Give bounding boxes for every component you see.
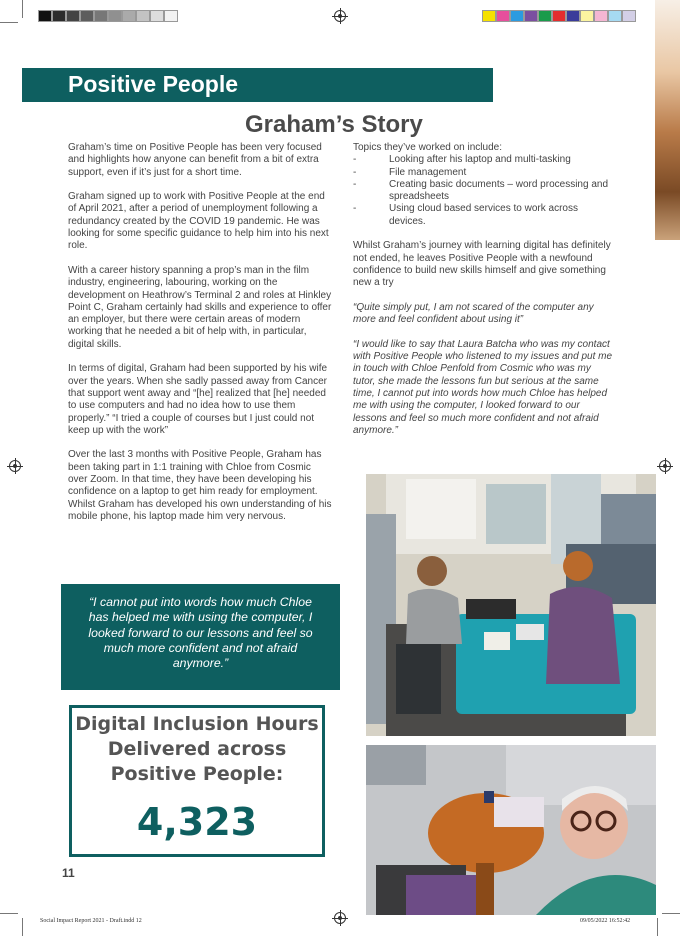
- process-swatch: [566, 10, 580, 22]
- paragraph: In terms of digital, Graham had been supported by his wife over the years. When she sadly passed away from Cancer that support went away and “[he] realized that [he] needed to use computers and had no idea how to use them properly.” “I tried a couple of courses but I just could not keep up with the work”: [68, 363, 328, 436]
- grayscale-swatch: [66, 10, 80, 22]
- paragraph: Over the last 3 months with Positive People, Graham has been taking part in 1:1 training with Chloe from Cosmic over Zoom. In that time, they have been developing his confidence on a laptop to get him ready for employment. Whilst Graham has developed his own understanding of his mobile phone, his laptop made him very nervous.: [68, 449, 332, 522]
- right-text-column: [353, 142, 615, 449]
- paragraph: Whilst Graham’s journey with learning digital has definitely not ended, he leaves Positive People with a newfound confidence to build new skills himself and give something new a try: [353, 240, 611, 289]
- crop-mark: [22, 918, 23, 936]
- registration-mark-left: [9, 460, 21, 472]
- grayscale-swatch: [94, 10, 108, 22]
- grayscale-swatch: [52, 10, 66, 22]
- bleed-image-strip: [655, 0, 680, 240]
- grayscale-swatch: [136, 10, 150, 22]
- list-item: - Looking after his laptop and multi-tasking: [353, 154, 615, 166]
- photo-learner-portrait: [366, 745, 656, 915]
- process-color-bar: [482, 10, 636, 22]
- process-swatch: [608, 10, 622, 22]
- stat-label: Digital Inclusion Hours Delivered across Positive People:: [75, 713, 319, 785]
- process-swatch: [552, 10, 566, 22]
- process-swatch: [482, 10, 496, 22]
- story-title: Graham’s Story: [245, 111, 423, 138]
- grayscale-swatch: [38, 10, 52, 22]
- photo-training-session: [366, 474, 656, 736]
- grayscale-color-bar: [38, 10, 178, 22]
- process-swatch: [622, 10, 636, 22]
- quote-paragraph: “Quite simply put, I am not scared of the computer any more and feel confident about using it”: [353, 301, 594, 326]
- registration-mark-top: [334, 10, 346, 22]
- list-item: - Creating basic documents – word processing and spreadsheets: [353, 179, 615, 204]
- process-swatch: [594, 10, 608, 22]
- photo-learner-portrait-illustration: [366, 745, 656, 915]
- crop-mark: [22, 0, 23, 18]
- page-number: 11: [62, 866, 75, 880]
- list-item: - File management: [353, 167, 615, 179]
- stat-value: 4,323: [136, 800, 258, 844]
- pull-quote-text: “I cannot put into words how much Chloe has helped me with using the computer, I looked forward to our lessons and feel so much more confident and not afraid anymore.”: [88, 595, 313, 671]
- crop-mark: [657, 918, 658, 936]
- process-swatch: [524, 10, 538, 22]
- print-footer-timestamp: 09/05/2022 16:52:42: [580, 918, 631, 924]
- process-swatch: [538, 10, 552, 22]
- crop-mark: [0, 913, 18, 914]
- registration-mark-right: [659, 460, 671, 472]
- grayscale-swatch: [80, 10, 94, 22]
- print-footer-file: Social Impact Report 2021 - Draft.indd 12: [40, 918, 142, 924]
- section-title: Positive People: [68, 71, 239, 97]
- topics-intro: Topics they’ve worked on include:: [353, 142, 502, 153]
- photo-training-session-illustration: [366, 474, 656, 736]
- paragraph: With a career history spanning a prop’s man in the film industry, engineering, labouring, working on the development on Heathrow’s Terminal 2 and roles at Hinkley Point C, Graham certainly had skills and experience to offer an employer, but there were certain areas of modern working that he needed a bit of help with, in particular, digital skills.: [68, 264, 332, 350]
- paragraph: Graham signed up to work with Positive People at the end of April 2021, after a period of unemployment following a redundancy created by the COVID 19 pandemic. He was looking for some specific guidance to help him into his next role.: [68, 191, 329, 252]
- crop-mark: [0, 22, 18, 23]
- grayscale-swatch: [150, 10, 164, 22]
- grayscale-swatch: [108, 10, 122, 22]
- list-item: - Using cloud based services to work across devices.: [353, 203, 615, 228]
- paragraph: Graham’s time on Positive People has been very focused and highlights how anyone can benefit from a bit of extra support, even if it’s just for a short time.: [68, 142, 322, 178]
- grayscale-swatch: [122, 10, 136, 22]
- process-swatch: [580, 10, 594, 22]
- topics-list: [353, 154, 615, 228]
- process-swatch: [510, 10, 524, 22]
- registration-mark-bottom: [334, 912, 346, 924]
- quote-paragraph: “I would like to say that Laura Batcha who was my contact with Positive People who listened to my issues and put me in touch with Chloe Penfold from Cosmic who was my tutor, she made the lessons fun but serious at the same time, I cannot put into words how much Chloe has helped me with using the computer, I looked forward to our lessons and feel so much more confident and not afraid anymore.”: [353, 338, 613, 436]
- grayscale-swatch: [164, 10, 178, 22]
- left-text-column: [68, 142, 332, 536]
- process-swatch: [496, 10, 510, 22]
- crop-mark: [662, 913, 680, 914]
